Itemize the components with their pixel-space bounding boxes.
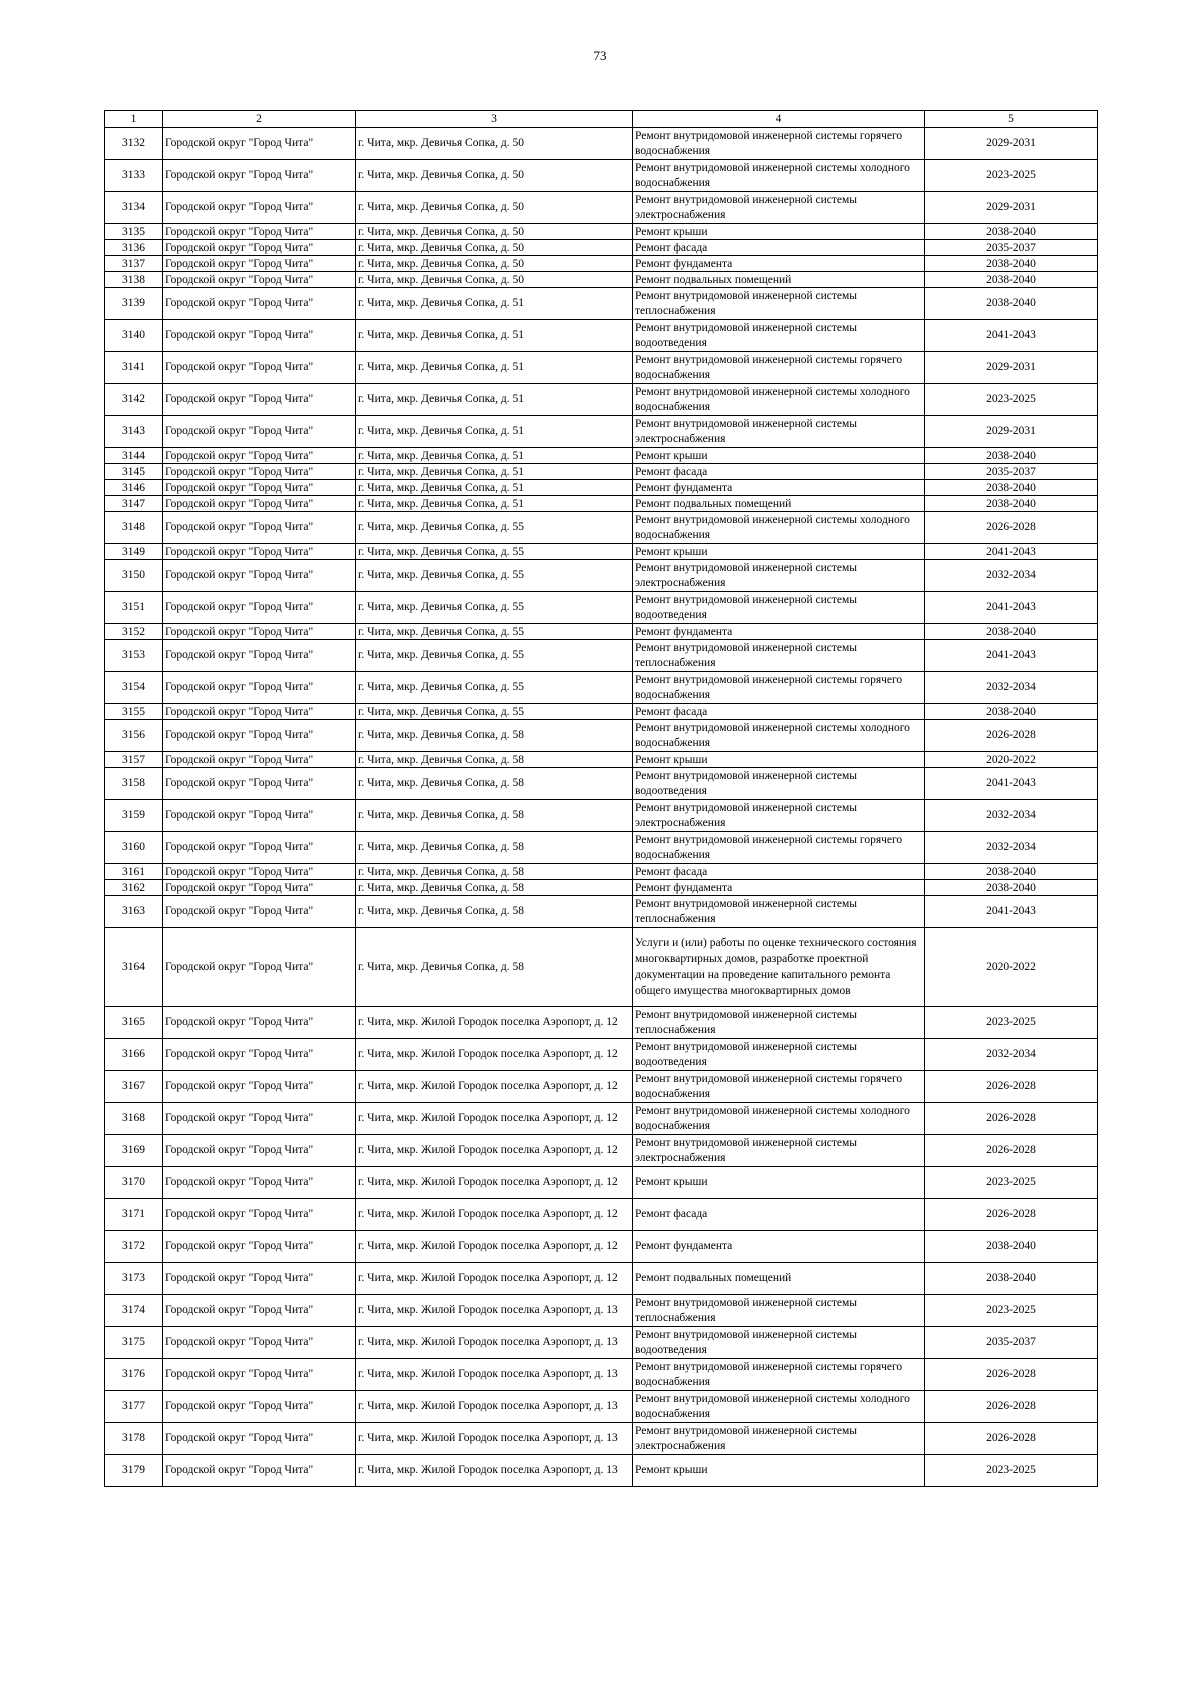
table-row xyxy=(105,864,1098,880)
address-cell: г. Чита, мкр. Девичья Сопка, д. 58 xyxy=(356,832,633,864)
table-row xyxy=(105,240,1098,256)
table-row xyxy=(105,512,1098,544)
row-number-cell: 3151 xyxy=(105,592,163,624)
work-type-cell: Ремонт внутридомовой инженерной системы горячего водоснабжения xyxy=(633,1359,925,1391)
row-number-cell: 3157 xyxy=(105,752,163,768)
table-row xyxy=(105,384,1098,416)
work-type-cell: Ремонт подвальных помещений xyxy=(633,496,925,512)
page-number: 73 xyxy=(593,48,607,63)
period-cell: 2038-2040 xyxy=(925,864,1098,880)
work-type-cell: Ремонт фундамента xyxy=(633,1231,925,1263)
period-cell: 2023-2025 xyxy=(925,1295,1098,1327)
work-type-cell: Услуги и (или) работы по оценке технического состояния многоквартирных домов, разработке проектной документации на проведение капитального ремонта общего имущества многоквартирных домов xyxy=(633,928,925,1007)
row-number-cell: 3138 xyxy=(105,272,163,288)
work-type-cell: Ремонт фасада xyxy=(633,704,925,720)
row-number-cell: 3146 xyxy=(105,480,163,496)
period-cell: 2038-2040 xyxy=(925,480,1098,496)
address-cell: г. Чита, мкр. Жилой Городок поселка Аэропорт, д. 13 xyxy=(356,1327,633,1359)
table-row xyxy=(105,1103,1098,1135)
row-number-cell: 3159 xyxy=(105,800,163,832)
municipality-cell: Городской округ "Город Чита" xyxy=(163,1327,356,1359)
municipality-cell: Городской округ "Город Чита" xyxy=(163,1007,356,1039)
work-type-cell: Ремонт внутридомовой инженерной системы холодного водоснабжения xyxy=(633,1103,925,1135)
row-number-cell: 3152 xyxy=(105,624,163,640)
row-number-cell: 3156 xyxy=(105,720,163,752)
address-cell: г. Чита, мкр. Девичья Сопка, д. 55 xyxy=(356,704,633,720)
row-number-cell: 3150 xyxy=(105,560,163,592)
period-cell: 2026-2028 xyxy=(925,1423,1098,1455)
address-cell: г. Чита, мкр. Девичья Сопка, д. 55 xyxy=(356,592,633,624)
period-cell: 2038-2040 xyxy=(925,1263,1098,1295)
address-cell: г. Чита, мкр. Жилой Городок поселка Аэропорт, д. 12 xyxy=(356,1103,633,1135)
period-cell: 2029-2031 xyxy=(925,416,1098,448)
period-cell: 2023-2025 xyxy=(925,1455,1098,1487)
work-type-cell: Ремонт фасада xyxy=(633,240,925,256)
address-cell: г. Чита, мкр. Девичья Сопка, д. 51 xyxy=(356,320,633,352)
table-row xyxy=(105,560,1098,592)
row-number-cell: 3135 xyxy=(105,224,163,240)
column-header: 1 xyxy=(105,111,163,128)
period-cell: 2038-2040 xyxy=(925,256,1098,272)
period-cell: 2038-2040 xyxy=(925,272,1098,288)
row-number-cell: 3172 xyxy=(105,1231,163,1263)
municipality-cell: Городской округ "Город Чита" xyxy=(163,1231,356,1263)
address-cell: г. Чита, мкр. Девичья Сопка, д. 58 xyxy=(356,864,633,880)
period-cell: 2035-2037 xyxy=(925,1327,1098,1359)
period-cell: 2032-2034 xyxy=(925,672,1098,704)
address-cell: г. Чита, мкр. Девичья Сопка, д. 50 xyxy=(356,160,633,192)
work-type-cell: Ремонт фундамента xyxy=(633,480,925,496)
table-row xyxy=(105,1135,1098,1167)
period-cell: 2041-2043 xyxy=(925,592,1098,624)
table-row xyxy=(105,1199,1098,1231)
period-cell: 2041-2043 xyxy=(925,640,1098,672)
municipality-cell: Городской округ "Город Чита" xyxy=(163,624,356,640)
table-row xyxy=(105,752,1098,768)
municipality-cell: Городской округ "Город Чита" xyxy=(163,864,356,880)
period-cell: 2023-2025 xyxy=(925,160,1098,192)
address-cell: г. Чита, мкр. Жилой Городок поселка Аэропорт, д. 12 xyxy=(356,1135,633,1167)
municipality-cell: Городской округ "Город Чита" xyxy=(163,720,356,752)
address-cell: г. Чита, мкр. Жилой Городок поселка Аэропорт, д. 13 xyxy=(356,1391,633,1423)
column-header: 3 xyxy=(356,111,633,128)
period-cell: 2038-2040 xyxy=(925,880,1098,896)
row-number-cell: 3175 xyxy=(105,1327,163,1359)
register-table xyxy=(104,110,1098,1487)
municipality-cell: Городской округ "Город Чита" xyxy=(163,272,356,288)
municipality-cell: Городской округ "Город Чита" xyxy=(163,288,356,320)
period-cell: 2026-2028 xyxy=(925,720,1098,752)
work-type-cell: Ремонт внутридомовой инженерной системы холодного водоснабжения xyxy=(633,720,925,752)
address-cell: г. Чита, мкр. Девичья Сопка, д. 55 xyxy=(356,672,633,704)
period-cell: 2041-2043 xyxy=(925,544,1098,560)
work-type-cell: Ремонт внутридомовой инженерной системы водоотведения xyxy=(633,1039,925,1071)
row-number-cell: 3132 xyxy=(105,128,163,160)
address-cell: г. Чита, мкр. Жилой Городок поселка Аэропорт, д. 13 xyxy=(356,1423,633,1455)
municipality-cell: Городской округ "Город Чита" xyxy=(163,512,356,544)
period-cell: 2023-2025 xyxy=(925,1007,1098,1039)
work-type-cell: Ремонт фундамента xyxy=(633,880,925,896)
work-type-cell: Ремонт внутридомовой инженерной системы холодного водоснабжения xyxy=(633,384,925,416)
period-cell: 2035-2037 xyxy=(925,464,1098,480)
row-number-cell: 3145 xyxy=(105,464,163,480)
municipality-cell: Городской округ "Город Чита" xyxy=(163,640,356,672)
table-row xyxy=(105,416,1098,448)
table-row xyxy=(105,672,1098,704)
address-cell: г. Чита, мкр. Девичья Сопка, д. 51 xyxy=(356,464,633,480)
table-row xyxy=(105,896,1098,928)
period-cell: 2020-2022 xyxy=(925,928,1098,1007)
address-cell: г. Чита, мкр. Жилой Городок поселка Аэропорт, д. 12 xyxy=(356,1007,633,1039)
table-row xyxy=(105,256,1098,272)
row-number-cell: 3133 xyxy=(105,160,163,192)
address-cell: г. Чита, мкр. Девичья Сопка, д. 51 xyxy=(356,352,633,384)
table-row xyxy=(105,128,1098,160)
row-number-cell: 3160 xyxy=(105,832,163,864)
municipality-cell: Городской округ "Город Чита" xyxy=(163,752,356,768)
period-cell: 2041-2043 xyxy=(925,896,1098,928)
municipality-cell: Городской округ "Город Чита" xyxy=(163,224,356,240)
row-number-cell: 3147 xyxy=(105,496,163,512)
table-row xyxy=(105,160,1098,192)
row-number-cell: 3141 xyxy=(105,352,163,384)
period-cell: 2038-2040 xyxy=(925,624,1098,640)
table-row xyxy=(105,288,1098,320)
row-number-cell: 3164 xyxy=(105,928,163,1007)
period-cell: 2041-2043 xyxy=(925,320,1098,352)
municipality-cell: Городской округ "Город Чита" xyxy=(163,240,356,256)
period-cell: 2023-2025 xyxy=(925,384,1098,416)
table-row xyxy=(105,800,1098,832)
work-type-cell: Ремонт фасада xyxy=(633,464,925,480)
period-cell: 2026-2028 xyxy=(925,1199,1098,1231)
municipality-cell: Городской округ "Город Чита" xyxy=(163,256,356,272)
work-type-cell: Ремонт внутридомовой инженерной системы горячего водоснабжения xyxy=(633,672,925,704)
column-header: 4 xyxy=(633,111,925,128)
municipality-cell: Городской округ "Город Чита" xyxy=(163,320,356,352)
address-cell: г. Чита, мкр. Девичья Сопка, д. 51 xyxy=(356,288,633,320)
address-cell: г. Чита, мкр. Девичья Сопка, д. 50 xyxy=(356,192,633,224)
municipality-cell: Городской округ "Город Чита" xyxy=(163,1071,356,1103)
work-type-cell: Ремонт внутридомовой инженерной системы горячего водоснабжения xyxy=(633,128,925,160)
address-cell: г. Чита, мкр. Девичья Сопка, д. 50 xyxy=(356,128,633,160)
work-type-cell: Ремонт внутридомовой инженерной системы электроснабжения xyxy=(633,1423,925,1455)
period-cell: 2023-2025 xyxy=(925,1167,1098,1199)
row-number-cell: 3140 xyxy=(105,320,163,352)
row-number-cell: 3136 xyxy=(105,240,163,256)
row-number-cell: 3154 xyxy=(105,672,163,704)
period-cell: 2038-2040 xyxy=(925,288,1098,320)
period-cell: 2038-2040 xyxy=(925,448,1098,464)
municipality-cell: Городской округ "Город Чита" xyxy=(163,352,356,384)
column-header: 5 xyxy=(925,111,1098,128)
work-type-cell: Ремонт внутридомовой инженерной системы электроснабжения xyxy=(633,1135,925,1167)
table-row xyxy=(105,272,1098,288)
municipality-cell: Городской округ "Город Чита" xyxy=(163,1391,356,1423)
table-row xyxy=(105,1423,1098,1455)
row-number-cell: 3144 xyxy=(105,448,163,464)
address-cell: г. Чита, мкр. Девичья Сопка, д. 51 xyxy=(356,384,633,416)
municipality-cell: Городской округ "Город Чита" xyxy=(163,384,356,416)
table-row xyxy=(105,480,1098,496)
row-number-cell: 3168 xyxy=(105,1103,163,1135)
work-type-cell: Ремонт внутридомовой инженерной системы теплоснабжения xyxy=(633,288,925,320)
row-number-cell: 3166 xyxy=(105,1039,163,1071)
period-cell: 2026-2028 xyxy=(925,1391,1098,1423)
work-type-cell: Ремонт внутридомовой инженерной системы холодного водоснабжения xyxy=(633,1391,925,1423)
work-type-cell: Ремонт внутридомовой инженерной системы холодного водоснабжения xyxy=(633,512,925,544)
row-number-cell: 3170 xyxy=(105,1167,163,1199)
period-cell: 2032-2034 xyxy=(925,800,1098,832)
table-row xyxy=(105,1071,1098,1103)
table-row xyxy=(105,624,1098,640)
table-row xyxy=(105,1263,1098,1295)
table-row xyxy=(105,1391,1098,1423)
period-cell: 2038-2040 xyxy=(925,496,1098,512)
row-number-cell: 3163 xyxy=(105,896,163,928)
work-type-cell: Ремонт крыши xyxy=(633,1455,925,1487)
municipality-cell: Городской округ "Город Чита" xyxy=(163,192,356,224)
table-row xyxy=(105,496,1098,512)
address-cell: г. Чита, мкр. Девичья Сопка, д. 50 xyxy=(356,256,633,272)
column-number-row xyxy=(105,111,1098,128)
table-row xyxy=(105,832,1098,864)
work-type-cell: Ремонт внутридомовой инженерной системы теплоснабжения xyxy=(633,896,925,928)
work-type-cell: Ремонт внутридомовой инженерной системы теплоснабжения xyxy=(633,640,925,672)
work-type-cell: Ремонт внутридомовой инженерной системы водоотведения xyxy=(633,768,925,800)
address-cell: г. Чита, мкр. Девичья Сопка, д. 58 xyxy=(356,752,633,768)
row-number-cell: 3155 xyxy=(105,704,163,720)
table-row xyxy=(105,880,1098,896)
work-type-cell: Ремонт подвальных помещений xyxy=(633,272,925,288)
address-cell: г. Чита, мкр. Девичья Сопка, д. 50 xyxy=(356,240,633,256)
address-cell: г. Чита, мкр. Жилой Городок поселка Аэропорт, д. 12 xyxy=(356,1263,633,1295)
municipality-cell: Городской округ "Город Чита" xyxy=(163,768,356,800)
row-number-cell: 3149 xyxy=(105,544,163,560)
table-row xyxy=(105,1359,1098,1391)
work-type-cell: Ремонт внутридомовой инженерной системы водоотведения xyxy=(633,320,925,352)
table-body xyxy=(105,128,1098,1487)
work-type-cell: Ремонт внутридомовой инженерной системы электроснабжения xyxy=(633,416,925,448)
address-cell: г. Чита, мкр. Девичья Сопка, д. 55 xyxy=(356,512,633,544)
table-row xyxy=(105,1039,1098,1071)
municipality-cell: Городской округ "Город Чита" xyxy=(163,1039,356,1071)
table-row xyxy=(105,224,1098,240)
address-cell: г. Чита, мкр. Жилой Городок поселка Аэропорт, д. 12 xyxy=(356,1167,633,1199)
row-number-cell: 3142 xyxy=(105,384,163,416)
address-cell: г. Чита, мкр. Девичья Сопка, д. 51 xyxy=(356,416,633,448)
address-cell: г. Чита, мкр. Девичья Сопка, д. 51 xyxy=(356,448,633,464)
work-type-cell: Ремонт внутридомовой инженерной системы электроснабжения xyxy=(633,560,925,592)
work-type-cell: Ремонт крыши xyxy=(633,448,925,464)
municipality-cell: Городской округ "Город Чита" xyxy=(163,544,356,560)
work-type-cell: Ремонт внутридомовой инженерной системы электроснабжения xyxy=(633,192,925,224)
work-type-cell: Ремонт внутридомовой инженерной системы водоотведения xyxy=(633,1327,925,1359)
work-type-cell: Ремонт внутридомовой инженерной системы горячего водоснабжения xyxy=(633,352,925,384)
work-type-cell: Ремонт крыши xyxy=(633,1167,925,1199)
address-cell: г. Чита, мкр. Девичья Сопка, д. 58 xyxy=(356,880,633,896)
column-header: 2 xyxy=(163,111,356,128)
municipality-cell: Городской округ "Город Чита" xyxy=(163,1295,356,1327)
municipality-cell: Городской округ "Город Чита" xyxy=(163,1359,356,1391)
table-row xyxy=(105,320,1098,352)
municipality-cell: Городской округ "Город Чита" xyxy=(163,496,356,512)
municipality-cell: Городской округ "Город Чита" xyxy=(163,160,356,192)
table-row xyxy=(105,1231,1098,1263)
municipality-cell: Городской округ "Город Чита" xyxy=(163,704,356,720)
table-row xyxy=(105,1455,1098,1487)
work-type-cell: Ремонт внутридомовой инженерной системы горячего водоснабжения xyxy=(633,1071,925,1103)
work-type-cell: Ремонт фасада xyxy=(633,1199,925,1231)
work-type-cell: Ремонт фасада xyxy=(633,864,925,880)
address-cell: г. Чита, мкр. Девичья Сопка, д. 55 xyxy=(356,560,633,592)
row-number-cell: 3165 xyxy=(105,1007,163,1039)
period-cell: 2026-2028 xyxy=(925,1071,1098,1103)
row-number-cell: 3139 xyxy=(105,288,163,320)
work-type-cell: Ремонт крыши xyxy=(633,224,925,240)
row-number-cell: 3137 xyxy=(105,256,163,272)
municipality-cell: Городской округ "Город Чита" xyxy=(163,1263,356,1295)
row-number-cell: 3162 xyxy=(105,880,163,896)
address-cell: г. Чита, мкр. Девичья Сопка, д. 55 xyxy=(356,544,633,560)
table-row xyxy=(105,704,1098,720)
address-cell: г. Чита, мкр. Жилой Городок поселка Аэропорт, д. 13 xyxy=(356,1295,633,1327)
table-row xyxy=(105,448,1098,464)
work-type-cell: Ремонт внутридомовой инженерной системы теплоснабжения xyxy=(633,1007,925,1039)
address-cell: г. Чита, мкр. Жилой Городок поселка Аэропорт, д. 13 xyxy=(356,1359,633,1391)
period-cell: 2038-2040 xyxy=(925,224,1098,240)
row-number-cell: 3176 xyxy=(105,1359,163,1391)
municipality-cell: Городской округ "Город Чита" xyxy=(163,128,356,160)
table-row xyxy=(105,544,1098,560)
address-cell: г. Чита, мкр. Девичья Сопка, д. 51 xyxy=(356,480,633,496)
table-row xyxy=(105,1327,1098,1359)
municipality-cell: Городской округ "Город Чита" xyxy=(163,832,356,864)
period-cell: 2026-2028 xyxy=(925,1359,1098,1391)
address-cell: г. Чита, мкр. Девичья Сопка, д. 50 xyxy=(356,272,633,288)
municipality-cell: Городской округ "Город Чита" xyxy=(163,480,356,496)
row-number-cell: 3161 xyxy=(105,864,163,880)
period-cell: 2032-2034 xyxy=(925,560,1098,592)
municipality-cell: Городской округ "Город Чита" xyxy=(163,880,356,896)
address-cell: г. Чита, мкр. Жилой Городок поселка Аэропорт, д. 12 xyxy=(356,1231,633,1263)
work-type-cell: Ремонт внутридомовой инженерной системы горячего водоснабжения xyxy=(633,832,925,864)
municipality-cell: Городской округ "Город Чита" xyxy=(163,1103,356,1135)
row-number-cell: 3153 xyxy=(105,640,163,672)
period-cell: 2032-2034 xyxy=(925,1039,1098,1071)
row-number-cell: 3158 xyxy=(105,768,163,800)
table-row xyxy=(105,1007,1098,1039)
row-number-cell: 3134 xyxy=(105,192,163,224)
work-type-cell: Ремонт внутридомовой инженерной системы теплоснабжения xyxy=(633,1295,925,1327)
work-type-cell: Ремонт крыши xyxy=(633,752,925,768)
municipality-cell: Городской округ "Город Чита" xyxy=(163,1135,356,1167)
address-cell: г. Чита, мкр. Девичья Сопка, д. 55 xyxy=(356,624,633,640)
municipality-cell: Городской округ "Город Чита" xyxy=(163,464,356,480)
period-cell: 2038-2040 xyxy=(925,1231,1098,1263)
table-row xyxy=(105,720,1098,752)
work-type-cell: Ремонт фундамента xyxy=(633,256,925,272)
address-cell: г. Чита, мкр. Жилой Городок поселка Аэропорт, д. 12 xyxy=(356,1199,633,1231)
row-number-cell: 3173 xyxy=(105,1263,163,1295)
period-cell: 2035-2037 xyxy=(925,240,1098,256)
period-cell: 2026-2028 xyxy=(925,1135,1098,1167)
municipality-cell: Городской округ "Город Чита" xyxy=(163,928,356,1007)
row-number-cell: 3179 xyxy=(105,1455,163,1487)
address-cell: г. Чита, мкр. Жилой Городок поселка Аэропорт, д. 12 xyxy=(356,1071,633,1103)
work-type-cell: Ремонт фундамента xyxy=(633,624,925,640)
municipality-cell: Городской округ "Город Чита" xyxy=(163,560,356,592)
municipality-cell: Городской округ "Город Чита" xyxy=(163,1199,356,1231)
address-cell: г. Чита, мкр. Жилой Городок поселка Аэропорт, д. 12 xyxy=(356,1039,633,1071)
municipality-cell: Городской округ "Город Чита" xyxy=(163,672,356,704)
table-row xyxy=(105,1167,1098,1199)
municipality-cell: Городской округ "Город Чита" xyxy=(163,592,356,624)
table-row xyxy=(105,464,1098,480)
work-type-cell: Ремонт внутридомовой инженерной системы электроснабжения xyxy=(633,800,925,832)
address-cell: г. Чита, мкр. Девичья Сопка, д. 58 xyxy=(356,800,633,832)
period-cell: 2026-2028 xyxy=(925,1103,1098,1135)
row-number-cell: 3178 xyxy=(105,1423,163,1455)
row-number-cell: 3167 xyxy=(105,1071,163,1103)
table-row xyxy=(105,640,1098,672)
work-type-cell: Ремонт внутридомовой инженерной системы водоотведения xyxy=(633,592,925,624)
municipality-cell: Городской округ "Город Чита" xyxy=(163,448,356,464)
table-row xyxy=(105,768,1098,800)
row-number-cell: 3169 xyxy=(105,1135,163,1167)
address-cell: г. Чита, мкр. Девичья Сопка, д. 58 xyxy=(356,720,633,752)
period-cell: 2020-2022 xyxy=(925,752,1098,768)
period-cell: 2029-2031 xyxy=(925,192,1098,224)
period-cell: 2038-2040 xyxy=(925,704,1098,720)
address-cell: г. Чита, мкр. Девичья Сопка, д. 58 xyxy=(356,928,633,1007)
address-cell: г. Чита, мкр. Девичья Сопка, д. 58 xyxy=(356,896,633,928)
address-cell: г. Чита, мкр. Девичья Сопка, д. 55 xyxy=(356,640,633,672)
address-cell: г. Чита, мкр. Девичья Сопка, д. 58 xyxy=(356,768,633,800)
municipality-cell: Городской округ "Город Чита" xyxy=(163,896,356,928)
municipality-cell: Городской округ "Город Чита" xyxy=(163,1455,356,1487)
table-row xyxy=(105,352,1098,384)
period-cell: 2029-2031 xyxy=(925,352,1098,384)
work-type-cell: Ремонт внутридомовой инженерной системы холодного водоснабжения xyxy=(633,160,925,192)
row-number-cell: 3174 xyxy=(105,1295,163,1327)
row-number-cell: 3177 xyxy=(105,1391,163,1423)
work-type-cell: Ремонт крыши xyxy=(633,544,925,560)
table-row xyxy=(105,1295,1098,1327)
work-type-cell: Ремонт подвальных помещений xyxy=(633,1263,925,1295)
row-number-cell: 3171 xyxy=(105,1199,163,1231)
table-row xyxy=(105,928,1098,1007)
table-row xyxy=(105,592,1098,624)
address-cell: г. Чита, мкр. Девичья Сопка, д. 50 xyxy=(356,224,633,240)
municipality-cell: Городской округ "Город Чита" xyxy=(163,1167,356,1199)
row-number-cell: 3148 xyxy=(105,512,163,544)
municipality-cell: Городской округ "Город Чита" xyxy=(163,800,356,832)
address-cell: г. Чита, мкр. Девичья Сопка, д. 51 xyxy=(356,496,633,512)
period-cell: 2029-2031 xyxy=(925,128,1098,160)
row-number-cell: 3143 xyxy=(105,416,163,448)
period-cell: 2026-2028 xyxy=(925,512,1098,544)
municipality-cell: Городской округ "Город Чита" xyxy=(163,1423,356,1455)
period-cell: 2041-2043 xyxy=(925,768,1098,800)
period-cell: 2032-2034 xyxy=(925,832,1098,864)
address-cell: г. Чита, мкр. Жилой Городок поселка Аэропорт, д. 13 xyxy=(356,1455,633,1487)
table-row xyxy=(105,192,1098,224)
municipality-cell: Городской округ "Город Чита" xyxy=(163,416,356,448)
